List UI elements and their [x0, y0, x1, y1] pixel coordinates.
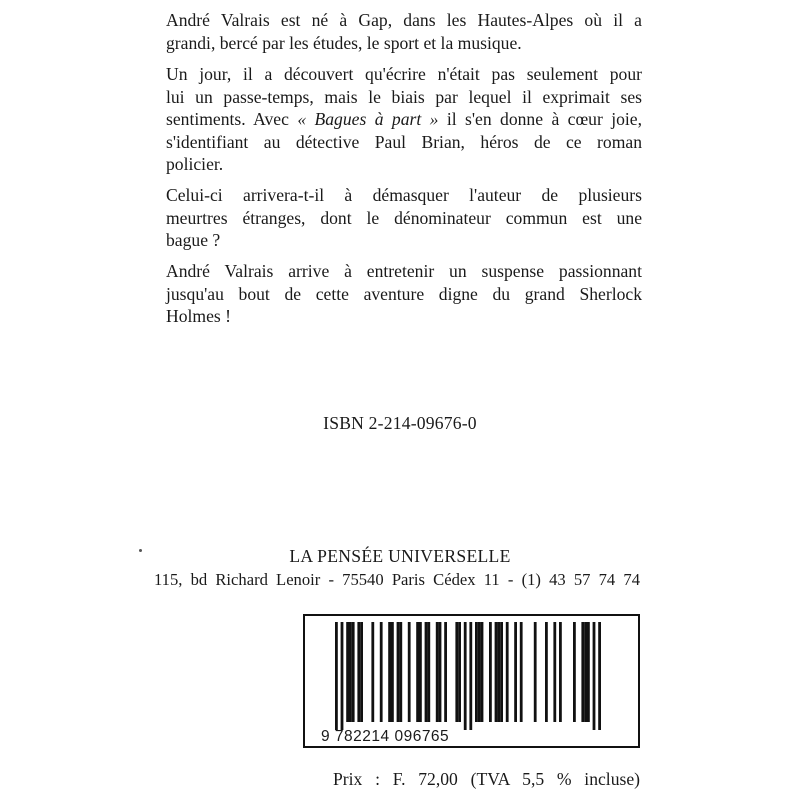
barcode-bar: [593, 622, 596, 730]
barcode-bar: [425, 622, 428, 722]
text-fragment: sentiments. Avec: [166, 109, 298, 130]
barcode-bar: [335, 622, 338, 730]
barcode-bar: [581, 622, 584, 722]
barcode-bar: [427, 622, 430, 722]
price-line: Prix : F. 72,00 (TVA 5,5 % incluse): [333, 769, 640, 789]
barcode-bar: [455, 622, 458, 722]
text-line: Holmes !: [166, 306, 231, 327]
barcode-bar: [397, 622, 400, 722]
barcode-bar: [478, 622, 481, 722]
text-line: Celui-ci arrivera-t-il à démasquer l'auteur de plusieurs: [166, 185, 642, 205]
barcode-bar: [349, 622, 352, 722]
barcode-bar: [553, 622, 556, 722]
barcode-bar: [416, 622, 419, 722]
barcode-bar: [357, 622, 360, 722]
isbn-number: ISBN 2-214-09676-0: [323, 413, 477, 433]
barcode-bar: [545, 622, 548, 722]
barcode-bar: [598, 622, 601, 730]
publisher-name: LA PENSÉE UNIVERSELLE: [289, 546, 511, 566]
barcode-bar: [360, 622, 363, 722]
barcode-bar: [458, 622, 461, 722]
barcode-bar: [520, 622, 523, 722]
text-line: bague ?: [166, 230, 221, 251]
barcode-bar: [388, 622, 391, 722]
barcode-bar: [534, 622, 537, 722]
text-line: grandi, bercé par les études, le sport et la musique.: [166, 32, 522, 53]
barcode-bar: [573, 622, 576, 722]
barcode-bar: [380, 622, 383, 722]
book-title: « Bagues à part »: [297, 109, 439, 130]
barcode-bar: [419, 622, 422, 722]
paragraph-plot: [166, 184, 642, 252]
text-line: André Valrais arrive à entretenir un suspense passionnant: [166, 261, 642, 281]
barcode-bar: [584, 622, 587, 722]
text-line: s'identifiant au détective Paul Brian, héros de ce roman: [166, 131, 642, 152]
barcode-bar: [475, 622, 478, 722]
barcode-bar: [514, 622, 517, 722]
barcode-bar: [408, 622, 411, 722]
barcode-bar: [464, 622, 467, 730]
paragraph-author-bio: [166, 9, 642, 54]
text-line: André Valrais est né à Gap, dans les Hautes-Alpes où il a: [166, 10, 642, 30]
barcode-bar: [391, 622, 394, 722]
barcode-bar: [481, 622, 484, 722]
text-line: Un jour, il a découvert qu'écrire n'était pas seulement pour: [166, 64, 642, 84]
text-line: jusqu'au bout de cette aventure digne du grand Sherlock: [166, 283, 642, 304]
barcode-bar: [497, 622, 500, 722]
barcode: [303, 614, 640, 748]
publisher-address: 115, bd Richard Lenoir - 75540 Paris Cédex 11 - (1) 43 57 74 74: [154, 570, 640, 589]
barcode-bar: [439, 622, 442, 722]
text-line: meurtres étranges, dont le dénominateur commun est une: [166, 207, 642, 228]
barcode-bar: [500, 622, 503, 722]
barcode-bar: [341, 622, 344, 730]
text-fragment: il s'en donne à cœur joie,: [438, 109, 643, 130]
barcode-bar: [587, 622, 590, 722]
barcode-bar: [469, 622, 472, 730]
barcode-bar: [371, 622, 374, 722]
barcode-bar: [506, 622, 509, 722]
barcode-bar: [489, 622, 492, 722]
barcode-bar: [444, 622, 447, 722]
barcode-bar: [559, 622, 562, 722]
barcode-bars: [305, 616, 638, 746]
barcode-bar: [346, 622, 349, 722]
barcode-bar: [495, 622, 498, 722]
paragraph-suspense: [166, 260, 642, 328]
barcode-bar: [399, 622, 402, 722]
text-line: lui un passe-temps, mais le biais par lequel il exprimait ses: [166, 86, 642, 107]
paragraph-writing: [166, 63, 642, 176]
text-line: policier.: [166, 154, 224, 175]
barcode-bar: [352, 622, 355, 722]
barcode-bar: [436, 622, 439, 722]
barcode-digits: 9 782214 096765: [321, 728, 450, 745]
text-line-with-title: [166, 108, 642, 131]
